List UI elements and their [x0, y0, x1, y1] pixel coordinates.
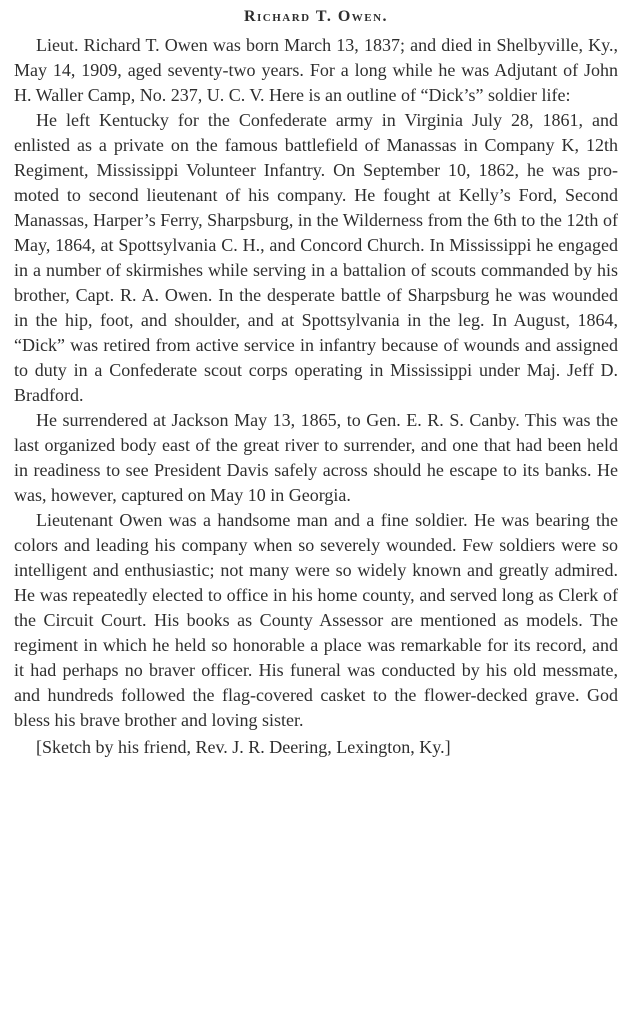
sketch-credit: [Sketch by his friend, Rev. J. R. Deering, Lexington, Ky.] — [36, 737, 451, 757]
paragraph-service: He left Kentucky for the Confederate army in Virginia July 28, 1861, and enlisted as a private on the famous battlefield of Manassas in Company K, 12th Regiment, Mississippi Volunteer Infantry. On September 10, 1862, he was promoted to second lieutenant of his company. He fought at Kelly’s Ford, Second Manassas, Harper’s Ferry, Sharpsburg, in the Wilderness from the 6th to the 12th of May, 1864, at Spottsylvania C. H., and Concord Church. In Mississippi he engaged in a number of skirmishes while serving in a battalion of scouts commanded by his brother, Capt. R. A. Owen. In the desperate battle of Sharpsburg he was wounded in the hip, foot, and shoulder, and at Spottsylvania in the leg. In August, 1864, “Dick” was retired from active service in infantry because of wounds and assigned to duty in a Confederate scout corps operating in Mississippi under Maj. Jeff D. Bradford. — [14, 110, 618, 405]
article — [14, 4, 618, 760]
paragraph-surrender: He surrendered at Jackson May 13, 1865, to Gen. E. R. S. Canby. This was the last organized body east of the great river to surrender, and one that had been held in readiness to see President Davis safely across should he escape to its banks. He was, however, captured on May 10 in Georgia. — [14, 410, 618, 505]
paragraph-intro: Lieut. Richard T. Owen was born March 13, 1837; and died in Shelbyville, Ky., May 14, 1909, aged seventy-two years. For a long while he was Adjutant of John H. Waller Camp, No. 237, U. C. V. Here is an outline of “Dick’s” soldier life: — [14, 35, 618, 105]
article-title: Richard T. Owen. — [243, 8, 389, 25]
paragraph-character: Lieutenant Owen was a handsome man and a fine soldier. He was bearing the colors and leading his company when so severely wounded. Few soldiers were so intelligent and enthusiastic; not many were so widely known and greatly admired. He was repeatedly elected to office in his home county, and served long as Clerk of the Circuit Court. His books as County Assessor are mentioned as models. The regiment in which he held so honorable a place was remarkable for its record, and it had perhaps no braver officer. His funeral was conducted by his old messmate, and hundreds followed the flag-covered casket to the flower-decked grave. God bless his brave brother and loving sister. — [14, 510, 618, 730]
